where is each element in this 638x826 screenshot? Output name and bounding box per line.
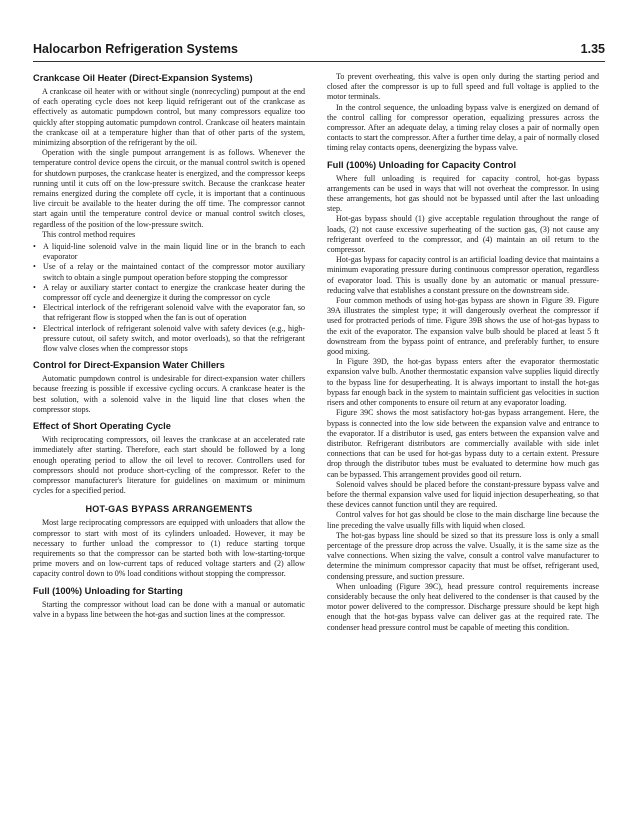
list-item: • A relay or auxiliary starter contact to energize the crankcase heater during the compressor off cycle and deenergize it during the compressor on cycle: [33, 283, 305, 303]
paragraph: Figure 39C shows the most satisfactory hot-gas bypass arrangement. Here, the bypass is connected into the low side between the expansion valve and entrance to the evaporator. If a distributor is used, gas enters between the expansion valve and distributor. Refrigerant distributors are commercially available with side inlet connections that can be used for hot-gas bypass duty to a certain extent. Pressure drop through the distributor tubes must be evaluated to determine how much gas can be bypassed. This arrangement provides good oil return.: [327, 408, 599, 479]
right-column: [327, 72, 599, 633]
paragraph: Control valves for hot gas should be close to the main discharge line because the line preceding the valve usually fills with liquid when closed.: [327, 510, 599, 530]
requirements-list: [33, 242, 305, 354]
list-item: • Electrical interlock of the refrigerant solenoid valve with the evaporator fan, so that refrigerant flow is stopped when the fan is out of operation: [33, 303, 305, 323]
list-item: • Use of a relay or the maintained contact of the compressor motor auxiliary switch to obtain a single pumpout operation before stopping the compressor: [33, 262, 305, 282]
paragraph: Most large reciprocating compressors are equipped with unloaders that allow the compressor to start with most of its cylinders unloaded. However, it may be necessary to further unload the compressor to (1) reduce starting torque requirements so that the compressor can be started both with low-starting-torque prime movers and on low-current taps of reduced voltage starters and (2) allow capacity control down to 0% load conditions without stopping the compressor.: [33, 518, 305, 579]
header-rule: [33, 61, 605, 62]
paragraph: In Figure 39D, the hot-gas bypass enters after the evaporator thermostatic expansion valve bulb. Another thermostatic expansion valve supplies liquid directly to the bypass line for desuperheating. It is always important to install the hot-gas bypass far enough back in the system to maintain sufficient gas velocities in suction risers and other components to ensure oil return at any evaporator loading.: [327, 357, 599, 408]
paragraph: With reciprocating compressors, oil leaves the crankcase at an accelerated rate immediately after starting. Therefore, each start should be followed by a long enough operating period to allow the oil level to recover. Controllers used for compressors should not produce short-cycling of the compressor. Refer to the compressor manufacturer's literature for guidelines on maximum or minimum cycles for a specified period.: [33, 435, 305, 496]
paragraph: Hot-gas bypass for capacity control is an artificial loading device that maintains a minimum evaporating pressure during continuous compressor operation, regardless of evaporator load. This is usually done by an automatic or manual pressure-reducing valve that establishes a constant pressure on the downstream side.: [327, 255, 599, 295]
page-number: 1.35: [580, 42, 605, 56]
paragraph: The hot-gas bypass line should be sized so that its pressure loss is only a small percentage of the pressure drop across the valve. Usually, it is the same size as the valve connections. When sizing the valve, consult a control valve manufacturer to determine the minimum compressor capacity that must be offset, refrigerant used, condensing pressure, and suction pressure.: [327, 530, 599, 581]
heading-crankcase-oil-heater: Crankcase Oil Heater (Direct-Expansion Systems): [33, 73, 253, 83]
section-heading-hot-gas-bypass: HOT-GAS BYPASS ARRANGEMENTS: [85, 504, 253, 515]
heading-short-operating-cycle: Effect of Short Operating Cycle: [33, 421, 171, 432]
paragraph: To prevent overheating, this valve is open only during the starting period and closed after the compressor is up to full speed and full voltage is applied to the motor terminals.: [327, 72, 599, 102]
paragraph: In the control sequence, the unloading bypass valve is energized on demand of the control calling for compressor operation, equalizing pressures across the compressor. After an adequate delay, a timing relay closes a pair of normally open contacts to start the compressor. After a further time delay, a pair of normally closed timing relay contacts opens, deenergizing the bypass valve.: [327, 102, 599, 153]
heading-water-chillers: Control for Direct-Expansion Water Chillers: [33, 360, 225, 371]
paragraph: Starting the compressor without load can be done with a manual or automatic valve in a bypass line between the hot-gas and suction lines at the compressor.: [33, 599, 305, 619]
paragraph: When unloading (Figure 39C), head pressure control requirements increase considerably because the only heat delivered to the condenser is that caused by the motor power delivered to the compressor. Discharge pressure should be kept high enough that the hot-gas bypass valve can deliver gas at the required rate. The condenser head pressure control must be capable of meeting this condition.: [327, 581, 599, 632]
running-header-title: Halocarbon Refrigeration Systems: [33, 42, 238, 56]
paragraph: Hot-gas bypass should (1) give acceptable regulation throughout the range of loads, (2) not cause excessive superheating of the suction gas, (3) not cause any refrigerant overfeed to the compressor, and (4) maintain an oil return to the compressor.: [327, 214, 599, 255]
paragraph: A crankcase oil heater with or without single (nonrecycling) pumpout at the end of each operating cycle does not keep liquid refrigerant out of the crankcase as effectively as automatic pumpdown control, but many compressors equalize too quickly after stopping automatic pumpdown control. Crankcase oil heaters maintain the crankcase oil at a temperature higher than that of other parts of the system, minimizing absorption of the refrigerant by the oil.: [33, 87, 305, 148]
list-item: • A liquid-line solenoid valve in the main liquid line or in the branch to each evaporator: [33, 242, 305, 262]
paragraph: Operation with the single pumpout arrangement is as follows. Whenever the temperature control device opens the circuit, or the manual control switch is opened for shutdown purposes, the crankcase heater is energized, and the compressor keeps running until it cuts off on the low-pressure switch. Because the crankcase heater remains energized during the complete off cycle, it is important that a continuous live circuit be available to the heater during the off time. The compressor cannot start again until the temperature control device or manual control switch closes, regardless of the position of the low-pressure switch.: [33, 148, 305, 229]
left-column: [33, 72, 305, 620]
heading-unloading-capacity-control: Full (100%) Unloading for Capacity Control: [327, 159, 517, 170]
paragraph: This control method requires: [42, 229, 136, 239]
paragraph: Where full unloading is required for capacity control, hot-gas bypass arrangements can be used in ways that will not overheat the compressor. In using these arrangements, hot gas should not be bypassed until after the last unloading step.: [327, 173, 599, 214]
heading-unloading-for-starting: Full (100%) Unloading for Starting: [33, 585, 183, 596]
running-header: [33, 42, 605, 58]
paragraph: Solenoid valves should be placed before the constant-pressure bypass valve and before the thermal expansion valve used for liquid injection desuperheating, so that these devices cannot function until they are required.: [327, 479, 599, 510]
paragraph: Automatic pumpdown control is undesirable for direct-expansion water chillers because freezing is possible if excessive cycling occurs. A crankcase heater is the best solution, with a solenoid valve in the liquid line that closes when the compressor stops.: [33, 374, 305, 414]
list-item: • Electrical interlock of refrigerant solenoid valve with safety devices (e.g., high-pressure cutout, oil safety switch, and motor overloads), so that the refrigerant flow valve closes when the compressor stops: [33, 324, 305, 355]
paragraph: Four common methods of using hot-gas bypass are shown in Figure 39. Figure 39A illustrates the simplest type; it will dangerously overheat the compressor if used for protracted periods of time. Figure 39B shows the use of hot-gas bypass to the exit of the evaporator. The expansion valve bulb should be placed at least 5 ft downstream from the bypass point of entrance, and preferably further, to ensure good mixing.: [327, 296, 599, 357]
